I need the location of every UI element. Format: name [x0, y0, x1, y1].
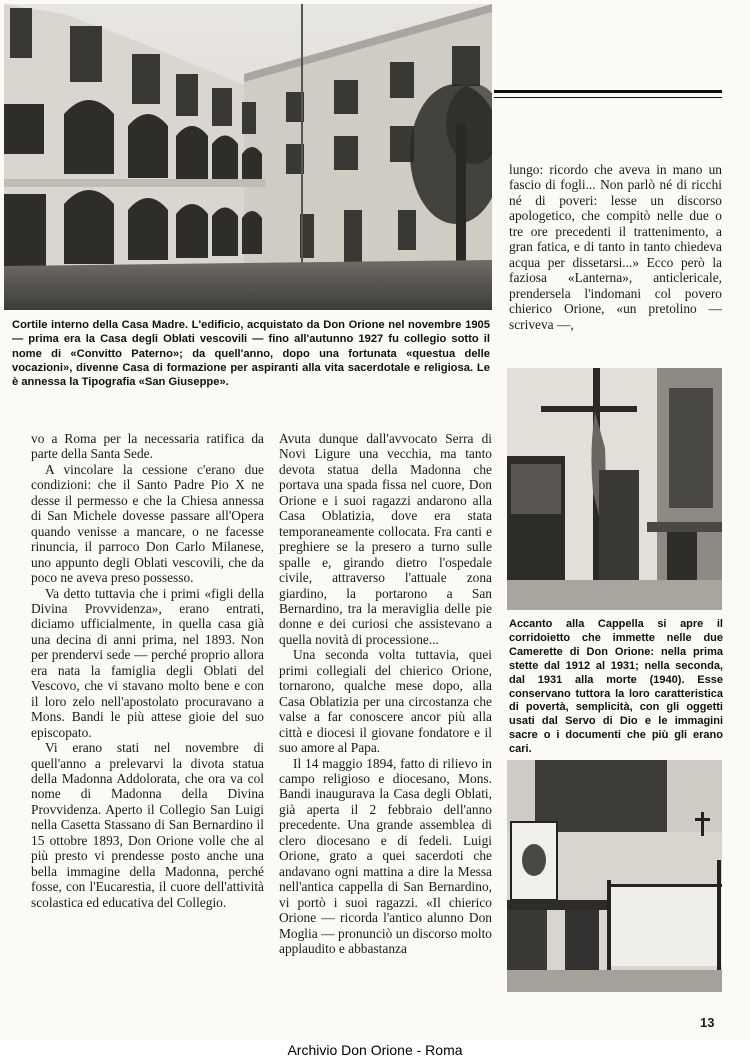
header-rule	[494, 90, 722, 93]
paragraph: Avuta dunque dall'avvocato Serra di Novi Ligure una vecchia, ma tanto devota statua della Madonna che portava una spada fissa nel cuore, Don Orione e i suoi ragazzi andarono alla Casa Oblatizia, dove era stata temporaneamente collocata. Fra canti e preghiere se la presero a turno sulle spalle e, girando dietro l'ospedale civile, attraverso l'attuale zona giardino, la portarono a San Bernardino, tra la meraviglia delle pie donne e dei curiosi che assistevano a quella novità di processione...	[279, 431, 492, 647]
bedroom-photo	[507, 760, 722, 992]
paragraph: Vi erano stati nel novembre di quell'anno a prelevarvi la divota statua della Madonna Addolorata, che ora va col nome di Madonna della Divina Provvidenza. Aperto il Collegio San Luigi nella Casetta Stassano di San Bernardino il 15 ottobre 1893, Don Orione volle che al più presto vi prendesse posto anche una bella immagine della Madonna, perché fosse, con l'Eucarestia, il cuore dell'attività scolastica ed educativa del Collegio.	[31, 740, 264, 910]
page-number: 13	[700, 1015, 715, 1030]
courtyard-caption: Cortile interno della Casa Madre. L'edificio, acquistato da Don Orione nel novembre 1905 — prima era la Casa degli Oblati vescovili — fino all'autunno 1927 fu collegio sotto il nome di «Convitto Paterno»; da quell'anno, dopo una fortunata «questua delle vocazioni», divenne Casa di formazione per aspiranti alla vita sacerdotale e religiosa. Le è annessa la Tipografia «San Giuseppe».	[12, 319, 490, 389]
paragraph: Va detto tuttavia che i primi «figli della Divina Provvidenza», erano entrati, diciamo ufficialmente, in quella casa già una decina di anni prima, nel 1893. Non per prendervi sede — perché proprio allora era nata la famiglia degli Oblati del Vescovo, che vi stavano molto bene e con il loro zelo nell'apostolato procuravano a Mons. Bandi le più attese gioie del suo episcopato.	[31, 585, 264, 740]
chapel-caption: Accanto alla Cappella si apre il corridoietto che immette nelle due Camerette di Don Orione: nella prima stette dal 1912 al 1931; nella seconda, dal 1931 alla morte (1940). Esse conservano tuttora la loro caratteristica di povertà, semplicità, con gli oggetti usati dal Servo di Dio e le immagini sacre o i documenti che più gli erano cari.	[509, 618, 723, 756]
text-column-3	[509, 162, 722, 332]
paragraph: Il 14 maggio 1894, fatto di rilievo in campo religioso e diocesano, Mons. Bandi inaugurava la Casa degli Oblati, già aperta il 2 febbraio dell'anno precedente. Una grande assemblea di clero diocesano e di fedeli. Luigi Orione, grato a quei sacerdoti che andavano ogni mattina a dire la Messa nell'antica cappella di San Bernardino, vi portò i suoi ragazzi. «Il chierico Orione — ricorda l'antico alunno Don Moglia — pronunciò un discorso molto applaudito e abbastanza	[279, 755, 492, 956]
text-column-2	[279, 431, 492, 956]
paragraph: Una seconda volta tuttavia, quei primi collegiali del chierico Orione, tornarono, qualche mese dopo, alla Casa Oblatizia per una circostanza che valse a far conoscere ancor più alla città e diocesi il giovane fondatore e il suo amore al Papa.	[279, 647, 492, 756]
archive-watermark-label: Archivio Don Orione - Roma	[287, 1042, 463, 1058]
paragraph: vo a Roma per la necessaria ratifica da parte della Santa Sede.	[31, 431, 264, 462]
header-rule-thin	[494, 97, 722, 98]
text-column-1	[31, 431, 264, 910]
courtyard-photo	[4, 4, 492, 310]
paragraph: lungo: ricordo che aveva in mano un fascio di fogli... Non parlò né di ricchi né di poveri: lesse un discorso apologetico, che compitò nelle due o tre ore precedenti il trattenimento, a gran fatica, e di tanto in tanto chiedeva acqua per dissetarsi...» Ecco però la faziosa «Lanterna», anticlericale, prendersela l'indomani col povero chierico Orione, «un pretolino — scriveva —,	[509, 162, 722, 332]
paragraph: A vincolare la cessione c'erano due condizioni: che il Santo Padre Pio X ne desse il permesso e che la Chiesa annessa di San Michele dovesse passare all'Opera quando venisse a mancare, o ne facesse rinuncia, il parroco Don Carlo Milanese, uno appunto degli Oblati vescovili, che da poco ne aveva preso possesso.	[31, 461, 264, 586]
chapel-photo	[507, 368, 722, 610]
